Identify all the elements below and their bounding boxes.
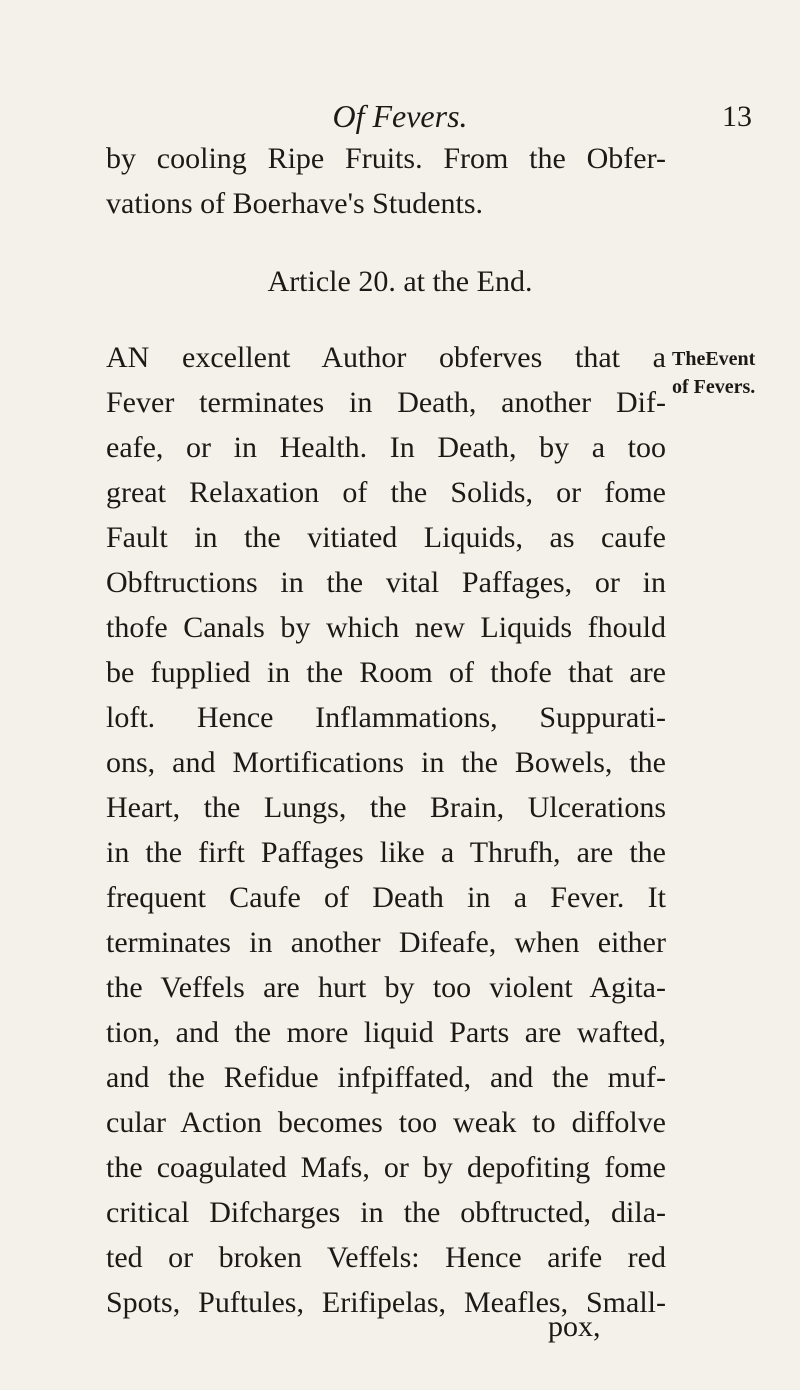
text-line: Fault in the vitiated Liquids, as caufe: [106, 521, 666, 554]
intro-paragraph: [106, 136, 666, 226]
article-heading: Article 20. at the End.: [267, 265, 533, 298]
margin-note-line: TheEvent: [672, 348, 756, 370]
text-line: by cooling Ripe Fruits. From the Obfer-: [106, 142, 666, 175]
text-line: frequent Caufe of Death in a Fever. It: [106, 881, 666, 914]
text-line: AN excellent Author obferves that a: [106, 341, 666, 374]
text-line: Obftructions in the vital Paffages, or in: [106, 566, 666, 599]
main-paragraph: [106, 335, 666, 1325]
text-line: terminates in another Difeafe, when either: [106, 926, 666, 959]
text-line: the coagulated Mafs, or by depofiting fome: [106, 1151, 666, 1184]
catchword: pox,: [548, 1310, 601, 1343]
text-line: cular Action becomes too weak to diffolve: [106, 1106, 666, 1139]
text-line: the Veffels are hurt by too violent Agita-: [106, 971, 666, 1004]
page-number: 13: [722, 100, 752, 133]
text-line: tion, and the more liquid Parts are wafted,: [106, 1016, 666, 1049]
text-line: critical Difcharges in the obftructed, dila-: [106, 1196, 666, 1229]
running-head: Of Fevers.: [332, 98, 468, 134]
text-line: Spots, Puftules, Erifipelas, Meafles, Small-: [106, 1286, 666, 1319]
text-line: Heart, the Lungs, the Brain, Ulcerations: [106, 791, 666, 824]
text-line: ted or broken Veffels: Hence arife red: [106, 1241, 666, 1274]
margin-note-line: of Fevers.: [672, 376, 756, 398]
text-line: great Relaxation of the Solids, or fome: [106, 476, 666, 509]
margin-note: [672, 345, 755, 401]
text-line: and the Refidue infpiffated, and the muf-: [106, 1061, 666, 1094]
text-line: loft. Hence Inflammations, Suppurati-: [106, 701, 666, 734]
text-line: be fupplied in the Room of thofe that are: [106, 656, 666, 689]
text-line: ons, and Mortifications in the Bowels, the: [106, 746, 666, 779]
text-line: eafe, or in Health. In Death, by a too: [106, 431, 666, 464]
text-line: in the firft Paffages like a Thrufh, are the: [106, 836, 666, 869]
text-line: thofe Canals by which new Liquids fhould: [106, 611, 666, 644]
text-line: vations of Boerhave's Students.: [106, 187, 484, 220]
text-line: Fever terminates in Death, another Dif-: [106, 386, 666, 419]
